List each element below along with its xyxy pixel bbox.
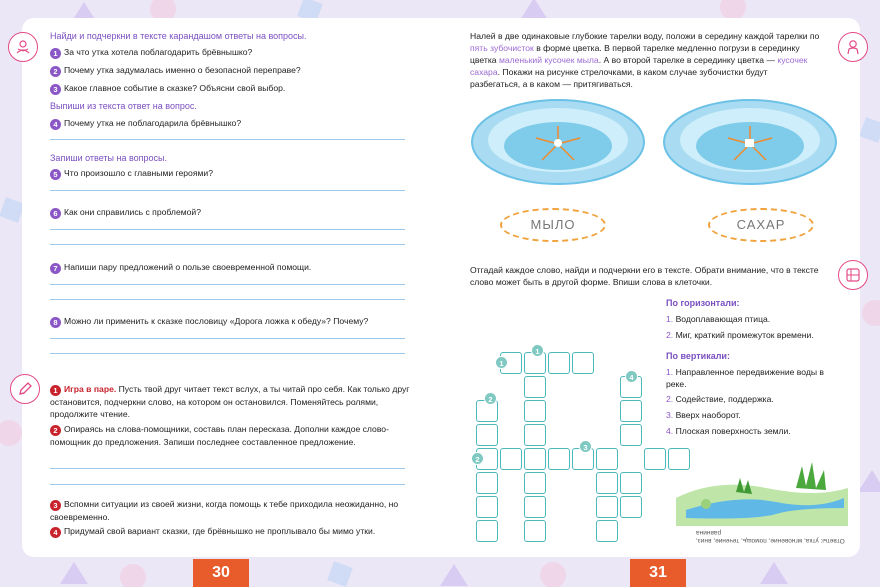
answer-line[interactable] [50,338,405,339]
answer-line[interactable] [50,190,405,191]
crossword-cell[interactable] [596,520,618,542]
crossword-cell[interactable] [620,472,642,494]
num-badge: 5 [50,169,61,180]
page-number-right: 31 [630,559,686,587]
puzzle-icon [838,260,868,290]
crossword-cell[interactable] [620,400,642,422]
plates-illustration [470,98,850,202]
answer-line[interactable] [50,284,405,285]
crossword-cell[interactable] [620,496,642,518]
task-retell-plan: 2 Опираясь на слова-помощники, составь план пересказа. Дополни каждое слово-помощник до предложения. Запиши последнее составленное предложение. [50,424,389,447]
down-heading: По вертикали: [666,351,730,361]
num-badge: 2 [50,425,61,436]
crossword-cell[interactable] [524,448,546,470]
crossword-cell[interactable] [524,520,546,542]
left-page [22,18,442,557]
crossword-cell[interactable] [524,424,546,446]
plate-right [664,100,836,184]
heading-write-out: Выпиши из текста ответ на вопрос. [50,101,197,111]
crossword-number-badge: 1 [531,344,544,357]
crossword-number-badge: 4 [625,370,638,383]
num-badge: 2 [50,66,61,77]
river-landscape-illustration [676,458,848,526]
crossword-cell[interactable] [596,496,618,518]
clue-down-3: 3. Вверх наоборот. [666,410,741,420]
question-4: 4 Почему утка не поблагодарила брёвнышко? [50,117,430,130]
crossword-cell[interactable] [524,400,546,422]
answer-line[interactable] [50,139,405,140]
num-badge: 1 [50,385,61,396]
crossword-cell[interactable] [620,424,642,446]
num-badge: 6 [50,208,61,219]
pencil-icon [10,374,40,404]
question-8: 8 Можно ли применить к сказке пословицу «Дорога ложка к обеду»? Почему? [50,315,430,328]
answer-line[interactable] [50,484,405,485]
crossword-cell[interactable] [596,472,618,494]
num-badge: 3 [50,84,61,95]
crossword-cell[interactable] [548,352,570,374]
num-badge: 3 [50,500,61,511]
crossword-cell[interactable] [596,448,618,470]
task-invent-story: 4 Придумай свой вариант сказки, где брёвнышко не проплывало бы мимо утки. [50,525,420,538]
crossword-number-badge: 2 [484,392,497,405]
task-remember-help: 3 Вспомни ситуации из своей жизни, когда помощь к тебе приходила неожиданно, но своевременно. [50,499,399,522]
clue-down-2: 2. Содействие, поддержка. [666,394,774,404]
num-badge: 7 [50,263,61,274]
answer-line[interactable] [50,244,405,245]
num-badge: 4 [50,119,61,130]
question-3: 3 Какое главное событие в сказке? Объясни свой выбор. [50,82,430,95]
num-badge: 4 [50,527,61,538]
crossword-cell[interactable] [572,352,594,374]
crossword-cell[interactable] [644,448,666,470]
clue-across-1: 1. Водоплавающая птица. [666,314,771,324]
plate-left [472,100,644,184]
heading-write-answers: Запиши ответы на вопросы. [50,153,168,163]
clue-across-2: 2. Миг, краткий промежуток времени. [666,330,814,340]
crossword-task: Отгадай каждое слово, найди и подчеркни его в тексте. Обрати внимание, что в тексте слово может быть в другой форме. Впиши слова в клеточки. [470,265,819,287]
question-1: 1 За что утка хотела поблагодарить брёвнышко? [50,46,430,59]
reading-person-icon [8,32,38,62]
crossword-number-badge: 2 [471,452,484,465]
crossword-cell[interactable] [476,496,498,518]
question-7: 7 Напиши пару предложений о пользе своевременной помощи. [50,261,430,274]
answer-line[interactable] [50,229,405,230]
soap-label: МЫЛО [500,208,606,242]
answer-line[interactable] [50,468,405,469]
crossword-cell[interactable] [548,448,570,470]
question-6: 6 Как они справились с проблемой? [50,206,430,219]
page-number-left: 30 [193,559,249,587]
num-badge: 8 [50,317,61,328]
crossword-cell[interactable] [524,472,546,494]
heading-underline-answers: Найди и подчеркни в тексте карандашом ответы на вопросы. [50,31,307,41]
question-5: 5 Что произошло с главными героями? [50,167,430,180]
crossword-cell[interactable] [524,376,546,398]
num-badge: 1 [50,48,61,59]
clue-down-1: 1. Направленное передвижение воды в реке. [666,367,824,389]
crossword-number-badge: 3 [579,440,592,453]
question-2: 2 Почему утка задумалась именно о безопасной переправе? [50,64,430,77]
answer-line[interactable] [50,299,405,300]
crossword-cell[interactable] [524,496,546,518]
crossword-cell[interactable] [476,424,498,446]
across-heading: По горизонтали: [666,298,740,308]
crossword-cell[interactable] [476,472,498,494]
answer-key: Ответы: утка, мгновение, помощь, течение, вниз, равнина [696,529,845,544]
answer-line[interactable] [50,353,405,354]
task-pair-reading: 1 Игра в паре. Пусть твой друг читает текст вслух, а ты читай про себя. Как только друг остановится, подчеркни слово, на котором он остановился. Поменяйтесь ролями, продолжите чтение. [50,384,410,419]
crossword-cell[interactable] [500,448,522,470]
person-icon [838,32,868,62]
crossword-number-badge: 1 [495,356,508,369]
clue-down-4: 4. Плоская поверхность земли. [666,426,791,436]
sugar-label: САХАР [708,208,814,242]
crossword-cell[interactable] [476,520,498,542]
experiment-instructions: Налей в две одинаковые глубокие тарелки воду, положи в середину каждой тарелки по пять зубочисток в форме цветка. В первой тарелке медленно погрузи в серединку цветка маленький кусочек мыла. А во второй тарелке в серединку цветка — кусочек сахара. Покажи на рисунке стрелочками, в каком случае зубочистки будут разбегаться, а в каком — притягиваться. [470,31,820,89]
